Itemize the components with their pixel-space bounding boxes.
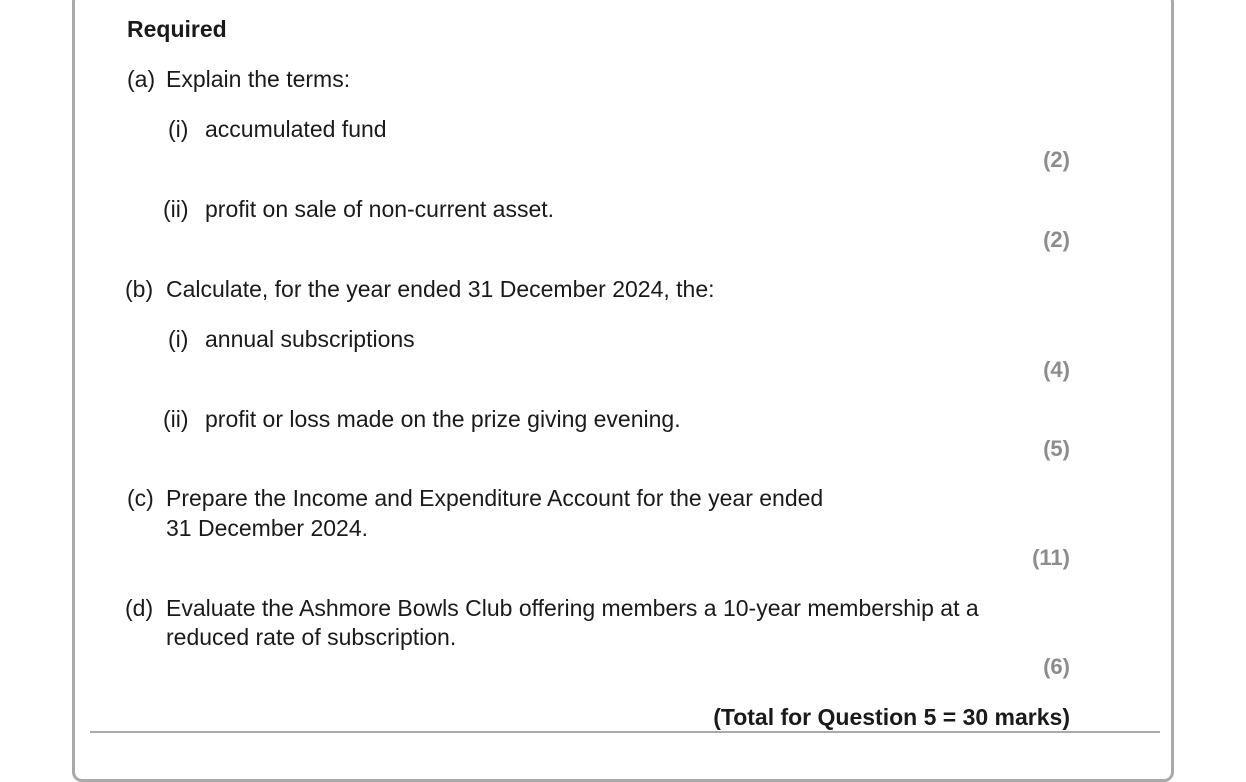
part-b-i-label: (i) — [168, 326, 189, 352]
divider-line — [90, 731, 1160, 733]
part-c-label: (c) — [127, 485, 154, 511]
part-c-mark: (11) — [1032, 545, 1070, 570]
part-a-i-label: (i) — [168, 116, 189, 142]
part-d-text-line1: Evaluate the Ashmore Bowls Club offering members a 10-year membership at a — [166, 595, 979, 621]
part-c-text-line1: Prepare the Income and Expenditure Account for the year ended — [166, 485, 824, 511]
part-b-label: (b) — [125, 276, 154, 302]
part-a-label: (a) — [127, 66, 156, 92]
part-a-i-text: accumulated fund — [205, 116, 387, 142]
question-total: (Total for Question 5 = 30 marks) — [713, 704, 1070, 730]
part-d-label: (d) — [125, 595, 154, 621]
part-b-ii-text: profit or loss made on the prize giving evening. — [205, 406, 681, 432]
part-b-ii-mark: (5) — [1043, 436, 1070, 461]
part-a-i-mark: (2) — [1043, 147, 1070, 172]
part-a-text: Explain the terms: — [166, 66, 351, 92]
part-d-text-line2: reduced rate of subscription. — [166, 624, 457, 650]
part-b-ii-label: (ii) — [163, 406, 189, 432]
part-a-ii-mark: (2) — [1043, 227, 1070, 252]
part-b-i-text: annual subscriptions — [205, 326, 415, 352]
part-c-text-line2: 31 December 2024. — [166, 515, 369, 541]
part-b-text: Calculate, for the year ended 31 December 2024, the: — [166, 276, 715, 302]
part-b-i-mark: (4) — [1043, 357, 1070, 382]
section-heading: Required — [127, 16, 227, 42]
part-a-ii-label: (ii) — [163, 196, 189, 222]
part-a-ii-text: profit on sale of non-current asset. — [205, 196, 555, 222]
part-d-mark: (6) — [1043, 654, 1070, 679]
